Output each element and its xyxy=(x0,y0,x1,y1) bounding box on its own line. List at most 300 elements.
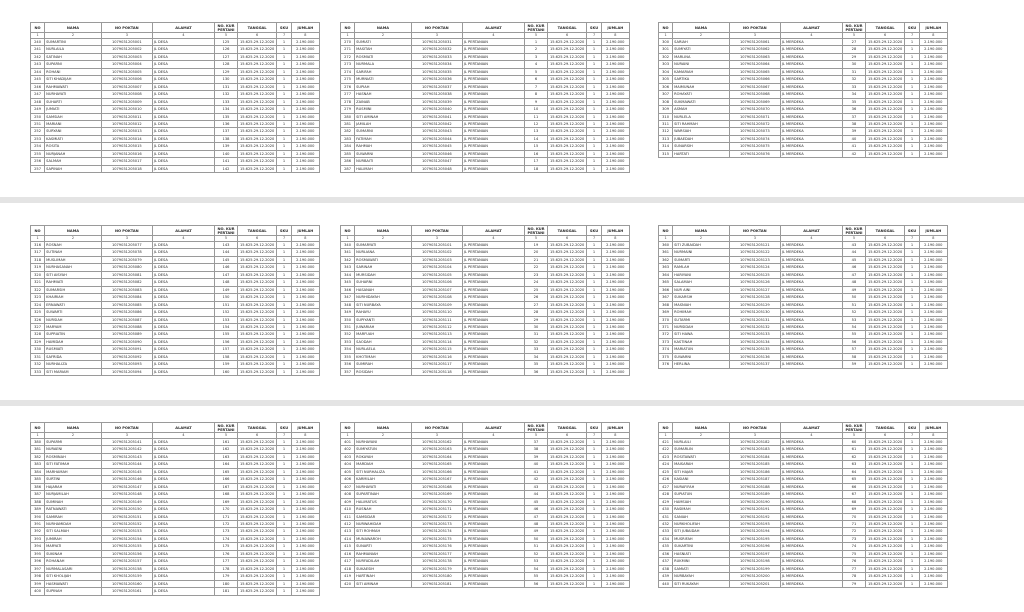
table-cell: 2.190.000 xyxy=(601,106,629,113)
table-cell: 242 xyxy=(31,53,45,60)
table-cell: 1 xyxy=(587,323,601,330)
column-header: TANGGAL xyxy=(865,423,905,433)
table-cell: 2.190.000 xyxy=(919,135,947,142)
table-cell: 1079031205040 xyxy=(411,106,462,113)
column-header: ALAMAT xyxy=(462,23,524,33)
table-cell: SUKMAWATI xyxy=(673,98,730,105)
table-cell: 77 xyxy=(843,565,866,572)
table-row xyxy=(31,68,320,75)
column-header: SKU xyxy=(587,23,601,33)
table-cell: 15.625.29.12.2020 xyxy=(865,535,905,542)
table-cell: HARTATI xyxy=(673,150,730,157)
table-cell: JL DESA xyxy=(152,53,214,60)
table-cell: JL DESA xyxy=(152,83,214,90)
table-cell: RUSMINI xyxy=(355,106,412,113)
table-cell: JUBAEDAH xyxy=(673,135,730,142)
table-cell: 2.190.000 xyxy=(919,476,947,483)
table-cell: 1 xyxy=(587,53,601,60)
table-cell: 1 xyxy=(587,256,601,263)
table-cell: 1079031205013 xyxy=(101,128,152,135)
table-cell: 372 xyxy=(659,331,673,338)
table-cell: 1079031205070 xyxy=(729,106,780,113)
table-cell: 398 xyxy=(31,573,45,580)
table-cell: 34 xyxy=(843,91,866,98)
table-cell: SITI SALMAH xyxy=(45,528,102,535)
table-cell: 1 xyxy=(905,353,919,360)
table-row xyxy=(31,543,320,550)
table-cell: ROHIMAH xyxy=(673,309,730,316)
page-sheet xyxy=(658,22,948,158)
table-cell: 1079031205111 xyxy=(411,316,462,323)
table-cell: 1 xyxy=(905,120,919,127)
column-index-cell: 4 xyxy=(152,433,214,439)
table-row xyxy=(31,439,320,446)
table-cell: JL PERTANIAN xyxy=(462,316,524,323)
column-header: SKU xyxy=(277,423,291,433)
table-cell: 15.625.29.12.2020 xyxy=(237,279,277,286)
table-cell: 1 xyxy=(587,368,601,375)
table-cell: JL PERTANIAN xyxy=(462,491,524,498)
table-cell: KARMILAH xyxy=(355,476,412,483)
table-cell: SANIAH xyxy=(673,513,730,520)
table-row xyxy=(659,506,948,513)
table-cell: ROSITAWATI xyxy=(673,453,730,460)
table-row xyxy=(659,249,948,256)
table-cell: 1 xyxy=(587,83,601,90)
table-cell: 1079031205039 xyxy=(411,98,462,105)
table-cell: 1 xyxy=(587,446,601,453)
table-row xyxy=(659,558,948,565)
table-cell: 2.190.000 xyxy=(919,46,947,53)
column-index-cell: 3 xyxy=(729,433,780,439)
table-cell: 15.625.29.12.2020 xyxy=(865,113,905,120)
table-cell: 2.190.000 xyxy=(601,286,629,293)
table-cell: 174 xyxy=(215,535,238,542)
table-cell: 397 xyxy=(31,565,45,572)
table-cell: JL DESA xyxy=(152,279,214,286)
table-cell: NURAINI xyxy=(673,61,730,68)
table-cell: JL MERDEKA xyxy=(780,135,842,142)
table-cell: JL PERTANIAN xyxy=(462,513,524,520)
column-header: ALAMAT xyxy=(152,23,214,33)
table-cell: 2.190.000 xyxy=(601,550,629,557)
table-cell: 1079031205126 xyxy=(729,279,780,286)
table-cell: SUHARNI xyxy=(355,279,412,286)
table-cell: JL PERTANIAN xyxy=(462,286,524,293)
table-row xyxy=(659,271,948,278)
table-cell: 1079031205174 xyxy=(411,528,462,535)
column-index-cell: 1 xyxy=(31,33,45,39)
table-cell: 15.625.29.12.2020 xyxy=(547,294,587,301)
table-row xyxy=(659,316,948,323)
table-cell: 15.625.29.12.2020 xyxy=(237,543,277,550)
table-cell: 2.190.000 xyxy=(291,301,319,308)
table-cell: 282 xyxy=(341,128,355,135)
table-cell: JL MERDEKA xyxy=(780,558,842,565)
table-cell: 54 xyxy=(843,323,866,330)
table-cell: 2.190.000 xyxy=(919,286,947,293)
table-cell: 1 xyxy=(905,483,919,490)
table-cell: 1079031205079 xyxy=(101,256,152,263)
table-cell: 144 xyxy=(215,249,238,256)
column-header: TANGGAL xyxy=(865,226,905,236)
column-index-cell: 4 xyxy=(152,236,214,242)
table-cell: JL MERDEKA xyxy=(780,483,842,490)
table-cell: 1079031205064 xyxy=(729,61,780,68)
table-cell: 15.625.29.12.2020 xyxy=(547,368,587,375)
table-cell: 15.625.29.12.2020 xyxy=(547,39,587,46)
table-cell: 1 xyxy=(277,91,291,98)
table-cell: 385 xyxy=(31,476,45,483)
table-cell: 15.625.29.12.2020 xyxy=(237,301,277,308)
table-cell: 1079031205074 xyxy=(729,135,780,142)
column-index-cell: 8 xyxy=(291,33,319,39)
table-cell: 15.625.29.12.2020 xyxy=(865,83,905,90)
column-index-cell: 2 xyxy=(45,236,102,242)
table-cell: 431 xyxy=(659,513,673,520)
table-row xyxy=(659,150,948,157)
table-cell: 1079031205007 xyxy=(101,83,152,90)
table-cell: 1 xyxy=(587,158,601,165)
table-cell: 17 xyxy=(525,158,548,165)
column-index-cell: 4 xyxy=(462,433,524,439)
table-cell: 15.625.29.12.2020 xyxy=(865,91,905,98)
table-header-row xyxy=(31,23,320,33)
table-cell: JL MERDEKA xyxy=(780,61,842,68)
table-cell: 1 xyxy=(277,520,291,527)
table-cell: 2.190.000 xyxy=(291,439,319,446)
table-cell: 15.625.29.12.2020 xyxy=(547,453,587,460)
column-index-cell: 5 xyxy=(525,236,548,242)
column-header: NO POKTAN xyxy=(729,423,780,433)
table-cell: 1079031205185 xyxy=(729,461,780,468)
table-cell: 1079031205200 xyxy=(729,573,780,580)
table-cell: 1 xyxy=(277,543,291,550)
table-row xyxy=(659,294,948,301)
table-cell: 1 xyxy=(587,316,601,323)
table-cell: JL PERTANIAN xyxy=(462,61,524,68)
table-cell: 62 xyxy=(843,453,866,460)
table-cell: 1 xyxy=(587,535,601,542)
table-cell: 1079031205014 xyxy=(101,135,152,142)
column-index-cell: 2 xyxy=(45,433,102,439)
table-cell: 305 xyxy=(659,76,673,83)
table-cell: JL DESA xyxy=(152,150,214,157)
column-index-cell: 2 xyxy=(673,236,730,242)
column-index-cell: 8 xyxy=(601,433,629,439)
table-cell: 257 xyxy=(31,165,45,172)
table-cell: 38 xyxy=(525,446,548,453)
table-cell: 15.625.29.12.2020 xyxy=(547,346,587,353)
table-cell: MUSRIFAH xyxy=(673,535,730,542)
table-cell: 43 xyxy=(525,483,548,490)
table-cell: 2.190.000 xyxy=(919,264,947,271)
table-cell: 1 xyxy=(587,513,601,520)
table-cell: 1079031205182 xyxy=(729,439,780,446)
table-cell: 33 xyxy=(843,83,866,90)
table-cell: JL DESA xyxy=(152,242,214,249)
table-cell: 255 xyxy=(31,150,45,157)
table-cell: 64 xyxy=(843,468,866,475)
table-cell: 2.190.000 xyxy=(601,353,629,360)
table-cell: 1079031205123 xyxy=(729,256,780,263)
table-row xyxy=(341,98,630,105)
table-cell: 1079031205086 xyxy=(101,309,152,316)
table-cell: 240 xyxy=(31,39,45,46)
table-cell: 306 xyxy=(659,83,673,90)
table-cell: 414 xyxy=(341,535,355,542)
table-cell: 1 xyxy=(587,506,601,513)
table-cell: JL PERTANIAN xyxy=(462,135,524,142)
table-cell: 1079031205113 xyxy=(411,331,462,338)
table-cell: SAMIRAH xyxy=(45,513,102,520)
table-cell: RATNAWATI xyxy=(45,506,102,513)
table-cell: MAISARAH xyxy=(673,461,730,468)
table-cell: SAODAH xyxy=(355,338,412,345)
table-row xyxy=(659,76,948,83)
table-cell: 45 xyxy=(525,498,548,505)
column-header: TANGGAL xyxy=(237,226,277,236)
page-sheet xyxy=(340,225,630,376)
table-cell: 1079031205166 xyxy=(411,468,462,475)
table-cell: JL DESA xyxy=(152,558,214,565)
table-header-row xyxy=(659,226,948,236)
table-cell: JL PERTANIAN xyxy=(462,256,524,263)
table-cell: 15.625.29.12.2020 xyxy=(547,461,587,468)
table-cell: 1 xyxy=(277,535,291,542)
table-cell: 1079031205044 xyxy=(411,135,462,142)
table-cell: 1 xyxy=(277,353,291,360)
table-cell: 15.625.29.12.2020 xyxy=(865,46,905,53)
table-cell: 15.625.29.12.2020 xyxy=(865,543,905,550)
table-cell: 1079031205130 xyxy=(729,309,780,316)
table-cell: MARIANI xyxy=(45,120,102,127)
table-cell: JL PERTANIAN xyxy=(462,39,524,46)
table-cell: 326 xyxy=(31,316,45,323)
table-cell: ROSMINAH xyxy=(45,453,102,460)
table-cell: 349 xyxy=(341,309,355,316)
table-cell: 427 xyxy=(659,483,673,490)
table-cell: 1 xyxy=(277,368,291,375)
column-header: JUMLAH xyxy=(291,423,319,433)
table-cell: 1 xyxy=(905,294,919,301)
table-cell: 15.625.29.12.2020 xyxy=(547,83,587,90)
table-row xyxy=(31,286,320,293)
table-cell: 15.625.29.12.2020 xyxy=(237,498,277,505)
table-cell: 15.625.29.12.2020 xyxy=(865,294,905,301)
table-cell: 1079031205043 xyxy=(411,128,462,135)
column-header: NAMA xyxy=(355,226,412,236)
column-header: NAMA xyxy=(45,226,102,236)
table-cell: 149 xyxy=(215,286,238,293)
table-cell: 1079031205012 xyxy=(101,120,152,127)
table-cell: SUMIYATI xyxy=(673,46,730,53)
table-cell: 1079031205137 xyxy=(729,361,780,368)
table-cell: SUPIYANTI xyxy=(355,316,412,323)
table-cell: 1079031205125 xyxy=(729,271,780,278)
table-cell: JL DESA xyxy=(152,106,214,113)
table-cell: 2.190.000 xyxy=(919,353,947,360)
table-cell: 1 xyxy=(905,476,919,483)
table-cell: 1 xyxy=(277,271,291,278)
table-cell: 2.190.000 xyxy=(601,165,629,172)
table-cell: 415 xyxy=(341,543,355,550)
column-index-cell: 6 xyxy=(237,33,277,39)
table-row xyxy=(341,68,630,75)
table-cell: 2.190.000 xyxy=(919,468,947,475)
table-header-row xyxy=(341,23,630,33)
table-cell: 2.190.000 xyxy=(919,338,947,345)
table-cell: MURSIDAH xyxy=(355,271,412,278)
table-cell: 383 xyxy=(31,461,45,468)
table-cell: 403 xyxy=(341,453,355,460)
table-cell: NURHAMIDAH xyxy=(45,520,102,527)
table-row xyxy=(31,249,320,256)
column-header: TANGGAL xyxy=(237,423,277,433)
table-cell: NURHAYATI xyxy=(355,483,412,490)
table-row xyxy=(659,528,948,535)
table-cell: JL DESA xyxy=(152,513,214,520)
table-cell: 1 xyxy=(905,361,919,368)
table-cell: 386 xyxy=(31,483,45,490)
page-sheet xyxy=(30,22,320,173)
table-cell: 2.190.000 xyxy=(291,83,319,90)
table-cell: 408 xyxy=(341,491,355,498)
table-cell: 179 xyxy=(215,573,238,580)
table-cell: 40 xyxy=(843,135,866,142)
table-row xyxy=(341,543,630,550)
table-cell: JL MERDEKA xyxy=(780,338,842,345)
table-cell: SITI NURBAYA xyxy=(355,301,412,308)
table-cell: 15.625.29.12.2020 xyxy=(547,143,587,150)
table-cell: 71 xyxy=(843,520,866,527)
table-cell: JL PERTANIAN xyxy=(462,165,524,172)
table-cell: 416 xyxy=(341,550,355,557)
table-cell: 2.190.000 xyxy=(919,558,947,565)
table-cell: JL MERDEKA xyxy=(780,271,842,278)
table-cell: ROSITA xyxy=(45,143,102,150)
table-cell: SUPARNI xyxy=(45,61,102,68)
table-cell: ROSIDAH xyxy=(355,368,412,375)
table-row xyxy=(31,294,320,301)
table-cell: NURBAITI xyxy=(355,158,412,165)
table-row xyxy=(31,242,320,249)
table-cell: 15.625.29.12.2020 xyxy=(547,286,587,293)
table-cell: JL DESA xyxy=(152,588,214,595)
table-cell: 15.625.29.12.2020 xyxy=(547,165,587,172)
table-cell: JL PERTANIAN xyxy=(462,468,524,475)
table-cell: 15.625.29.12.2020 xyxy=(237,368,277,375)
column-index-cell: 3 xyxy=(411,236,462,242)
table-cell: ZAINAB xyxy=(355,98,412,105)
table-cell: 1 xyxy=(277,61,291,68)
table-cell: JL DESA xyxy=(152,461,214,468)
table-cell: JL MERDEKA xyxy=(780,491,842,498)
table-cell: 1 xyxy=(905,279,919,286)
table-cell: 15.625.29.12.2020 xyxy=(237,271,277,278)
table-cell: 1 xyxy=(277,316,291,323)
table-cell: 1079031205034 xyxy=(411,61,462,68)
table-cell: 15.625.29.12.2020 xyxy=(865,361,905,368)
column-header: ALAMAT xyxy=(780,423,842,433)
table-cell: 78 xyxy=(843,573,866,580)
table-cell: 420 xyxy=(341,580,355,587)
table-cell: SITI NURHALIZA xyxy=(355,468,412,475)
table-cell: NURAENI xyxy=(45,446,102,453)
table-cell: JL MERDEKA xyxy=(780,446,842,453)
table-cell: KASMIATI xyxy=(45,135,102,142)
table-cell: MAIMUNAH xyxy=(673,83,730,90)
table-cell: 1079031205108 xyxy=(411,294,462,301)
table-cell: 15.625.29.12.2020 xyxy=(547,323,587,330)
table-cell: 249 xyxy=(31,106,45,113)
table-cell: 15.625.29.12.2020 xyxy=(865,301,905,308)
table-cell: 1079031205191 xyxy=(729,506,780,513)
table-cell: 134 xyxy=(215,106,238,113)
table-cell: 347 xyxy=(341,294,355,301)
table-cell: 389 xyxy=(31,506,45,513)
table-cell: 15.625.29.12.2020 xyxy=(547,468,587,475)
table-cell: 15.625.29.12.2020 xyxy=(865,338,905,345)
table-row xyxy=(659,301,948,308)
table-row xyxy=(659,309,948,316)
table-cell: JL DESA xyxy=(152,165,214,172)
table-cell: 1079031205090 xyxy=(101,338,152,345)
table-cell: 1 xyxy=(905,68,919,75)
table-cell: SUMARTINI xyxy=(45,39,102,46)
table-cell: 15.625.29.12.2020 xyxy=(237,338,277,345)
table-cell: 392 xyxy=(31,528,45,535)
table-cell: 15.625.29.12.2020 xyxy=(865,558,905,565)
table-cell: JL PERTANIAN xyxy=(462,294,524,301)
table-row xyxy=(31,558,320,565)
column-header: JUMLAH xyxy=(601,226,629,236)
table-cell: 1079031205009 xyxy=(101,98,152,105)
table-cell: 162 xyxy=(215,446,238,453)
table-cell: 30 xyxy=(525,323,548,330)
table-cell: 153 xyxy=(215,316,238,323)
table-cell: 2.190.000 xyxy=(291,150,319,157)
table-cell: 324 xyxy=(31,301,45,308)
table-cell: 1079031205066 xyxy=(729,76,780,83)
page-sheet xyxy=(30,225,320,376)
table-cell: 22 xyxy=(525,264,548,271)
table-cell: 15.625.29.12.2020 xyxy=(547,135,587,142)
page-sheet xyxy=(30,422,320,596)
column-index-cell: 7 xyxy=(277,433,291,439)
table-cell: 2.190.000 xyxy=(291,535,319,542)
table-cell: 15.625.29.12.2020 xyxy=(865,453,905,460)
table-cell: NURMALA xyxy=(355,61,412,68)
table-cell: 1 xyxy=(587,150,601,157)
table-cell: MARDIAH xyxy=(355,461,412,468)
table-cell: 168 xyxy=(215,491,238,498)
table-cell: NURLAELA xyxy=(355,346,412,353)
table-cell: 2.190.000 xyxy=(919,535,947,542)
table-cell: 1 xyxy=(587,461,601,468)
table-cell: HASNIATI xyxy=(673,550,730,557)
table-row xyxy=(659,573,948,580)
table-cell: 15.625.29.12.2020 xyxy=(237,513,277,520)
table-cell: 15.625.29.12.2020 xyxy=(237,143,277,150)
table-cell: NURKHOLIFAH xyxy=(673,520,730,527)
table-cell: 27 xyxy=(525,301,548,308)
table-cell: JL DESA xyxy=(152,158,214,165)
table-cell: 41 xyxy=(843,143,866,150)
table-cell: 2.190.000 xyxy=(291,565,319,572)
table-cell: 15.625.29.12.2020 xyxy=(237,558,277,565)
table-cell: 317 xyxy=(31,249,45,256)
